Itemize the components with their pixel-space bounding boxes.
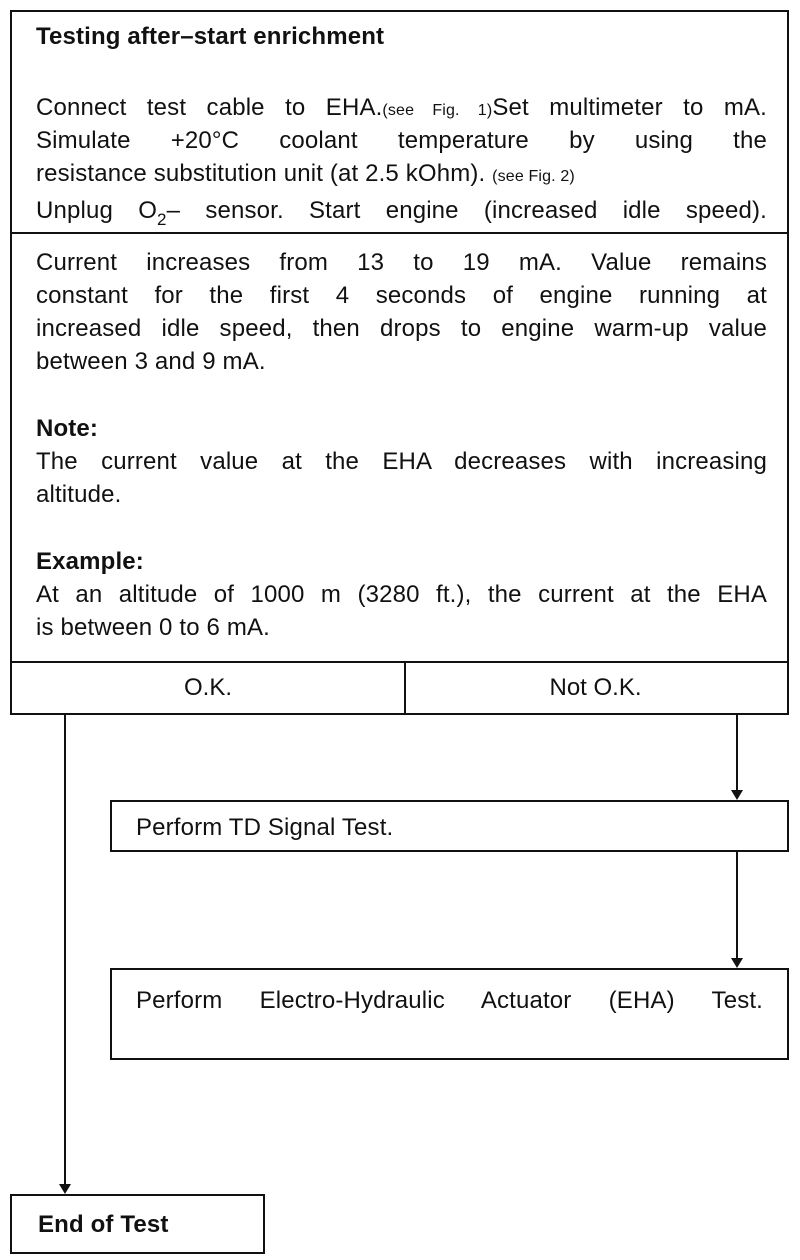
unplug-text: Unplug O (36, 197, 158, 224)
eha-test-step (110, 968, 789, 1060)
end-of-test-label: End of Test (38, 1211, 169, 1238)
procedure-title: Testing after–start enrichment (36, 23, 385, 50)
note-line: The current value at the EHA decreases with increasing (36, 448, 767, 475)
instruction-line-2: Simulate +20°C coolant temperature by using the (36, 127, 767, 154)
fig2-reference: (see Fig. 2) (492, 168, 575, 185)
example-heading: Example: (36, 548, 144, 575)
fig1-reference: (see Fig. 1) (382, 102, 493, 119)
o2-subscript: 2 (157, 210, 167, 229)
instruction-resistance-text: resistance substitution unit (at 2.5 kOhm). (36, 160, 493, 187)
result-line: constant for the first 4 seconds of engine running at (36, 282, 767, 309)
note-line: altitude. (36, 481, 122, 508)
example-line: At an altitude of 1000 m (3280 ft.), the current at the EHA (36, 581, 767, 608)
result-line: increased idle speed, then drops to engine warm-up value (36, 315, 767, 342)
ok-branch-label: O.K. (12, 663, 406, 713)
instruction-connect-text: Connect test cable to EHA. (36, 94, 383, 121)
td-signal-test-label: Perform TD Signal Test. (136, 814, 394, 841)
td-signal-test-step (110, 800, 789, 852)
result-line: between 3 and 9 mA. (36, 348, 266, 375)
note-heading: Note: (36, 415, 99, 442)
result-line: Current increases from 13 to 19 mA. Value remains (36, 249, 767, 276)
sensor-start-text: – sensor. Start engine (increased idle speed). (166, 197, 767, 224)
not-ok-branch-label: Not O.K. (549, 674, 642, 701)
eha-test-label: Perform Electro-Hydraulic Actuator (EHA) Test. (136, 987, 763, 1014)
example-line: is between 0 to 6 mA. (36, 614, 270, 641)
end-of-test-box (10, 1194, 265, 1254)
instruction-multimeter-text: Set multimeter to mA. (492, 94, 767, 121)
